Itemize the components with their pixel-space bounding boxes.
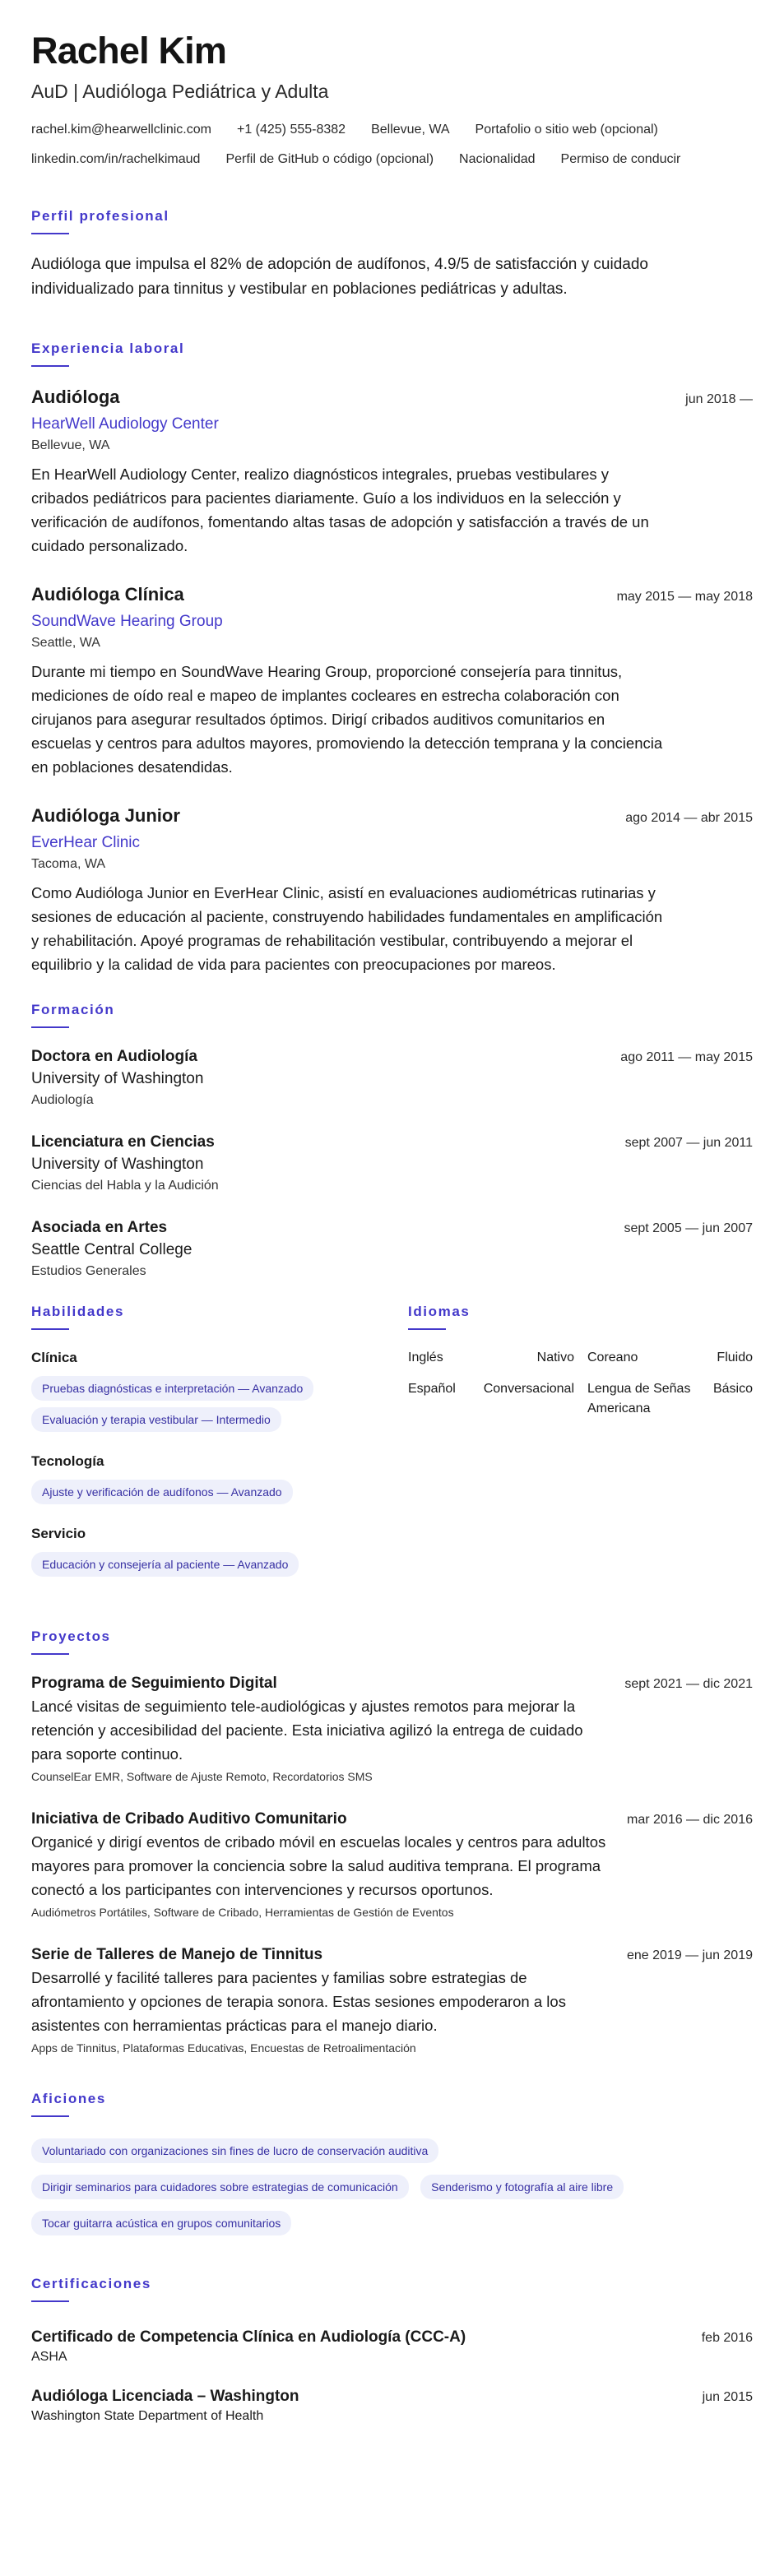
education-degree: Asociada en Artes <box>31 1219 168 1236</box>
section-divider <box>31 233 69 234</box>
skill-group <box>31 1348 408 1435</box>
job-title: Audióloga Junior <box>31 805 180 826</box>
education-degree: Licenciatura en Ciencias <box>31 1133 215 1151</box>
education-date: sept 2007 — jun 2011 <box>624 1136 753 1150</box>
education-date: ago 2011 — may 2015 <box>620 1050 753 1064</box>
project-technologies: Apps de Tinnitus, Plataformas Educativas, Encuestas de Retroalimentación <box>31 2041 416 2055</box>
section-title: Experiencia laboral <box>31 341 185 356</box>
project-description: Organicé y dirigí eventos de cribado móvil en escuelas locales y centros para adultos mayores para promover la conciencia sobre la salud auditiva temprana. El programa conectó a los participantes con intervenciones y recursos oportunos. <box>31 1833 606 1898</box>
hobby-tag: Tocar guitarra acústica en grupos comunitarios <box>31 2211 291 2235</box>
job-location: Bellevue, WA <box>31 438 110 452</box>
project-technologies: CounselEar EMR, Software de Ajuste Remoto, Recordatorios SMS <box>31 1770 373 1783</box>
job-title: Audióloga <box>31 387 120 407</box>
hobby-tag: Dirigir seminarios para cuidadores sobre estrategias de comunicación <box>31 2175 409 2199</box>
certification-date: feb 2016 <box>701 2331 753 2345</box>
section-title: Certificaciones <box>31 2276 151 2291</box>
hobby-tag: Voluntariado con organizaciones sin fines de lucro de conservación auditiva <box>31 2138 438 2163</box>
language-level: Fluido <box>717 1351 753 1364</box>
project-description: Desarrollé y facilité talleres para pacientes y familias sobre estrategias de afrontamiento y opciones de terapia sonora. Estas sesiones empoderaron a los asistentes con herramientas prácticas para el manejo diario. <box>31 1969 566 2034</box>
project-entry <box>31 1809 753 1921</box>
certification-issuer: ASHA <box>31 2350 67 2364</box>
certification-entry <box>31 2327 753 2366</box>
education-degree: Doctora en Audiología <box>31 1048 197 1065</box>
project-entry <box>31 1673 753 1786</box>
language-name: Español <box>408 1382 456 1396</box>
certification-issuer: Washington State Department of Health <box>31 2409 264 2423</box>
language-name: Lengua de Señas Americana <box>587 1382 691 1415</box>
contact-phone[interactable]: +1 (425) 555-8382 <box>236 123 346 137</box>
education-date: sept 2005 — jun 2007 <box>624 1221 753 1235</box>
skills-section <box>31 1303 408 1596</box>
section-divider <box>31 2115 69 2117</box>
job-company: EverHear Clinic <box>31 834 140 851</box>
skill-tag: Ajuste y verificación de audífonos — Avanzado <box>31 1480 293 1504</box>
language-level: Básico <box>712 1382 753 1396</box>
project-entry <box>31 1944 753 2057</box>
education-entry <box>31 1132 753 1196</box>
job-date: ago 2014 — abr 2015 <box>625 811 753 825</box>
section-title: Habilidades <box>31 1304 125 1319</box>
education-section <box>31 1001 753 1281</box>
languages-section <box>408 1303 753 1596</box>
education-entry <box>31 1046 753 1110</box>
section-divider <box>31 365 69 367</box>
project-description: Lancé visitas de seguimiento tele-audiológicas y ajustes remotos para mejorar la retención y accesibilidad del paciente. Esta iniciativa agilizó la entrega de cuidado para soporte continuo. <box>31 1698 583 1763</box>
job-entry <box>31 385 753 558</box>
language-level: Conversacional <box>483 1382 574 1396</box>
candidate-subtitle: AuD | Audióloga Pediátrica y Adulta <box>31 81 329 102</box>
project-technologies: Audiómetros Portátiles, Software de Cribado, Herramientas de Gestión de Eventos <box>31 1906 454 1919</box>
education-school: University of Washington <box>31 1070 204 1087</box>
job-company: SoundWave Hearing Group <box>31 613 223 630</box>
skill-tag: Pruebas diagnósticas e interpretación — Avanzado <box>31 1376 313 1401</box>
hobby-tag: Senderismo y fotografía al aire libre <box>420 2175 624 2199</box>
section-title: Idiomas <box>408 1304 471 1319</box>
education-school: Seattle Central College <box>31 1241 193 1258</box>
education-field: Estudios Generales <box>31 1264 146 1278</box>
profile-summary: Audióloga que impulsa el 82% de adopción de audífonos, 4.9/5 de satisfacción y cuidado individualizado para tinnitus y vestibular en poblaciones pediátricas y adultas. <box>31 256 648 298</box>
skill-category: Clínica <box>31 1350 77 1365</box>
section-title: Formación <box>31 1002 115 1017</box>
project-title: Iniciativa de Cribado Auditivo Comunitario <box>31 1810 347 1828</box>
section-divider <box>408 1328 446 1330</box>
experience-section <box>31 340 753 976</box>
job-company: HearWell Audiology Center <box>31 415 219 433</box>
job-title: Audióloga Clínica <box>31 584 184 605</box>
job-location: Seattle, WA <box>31 636 100 650</box>
language-name: Coreano <box>587 1351 638 1364</box>
skill-category: Servicio <box>31 1526 86 1541</box>
education-field: Ciencias del Habla y la Audición <box>31 1179 219 1193</box>
skills-languages-row <box>31 1303 753 1596</box>
job-entry <box>31 582 753 779</box>
section-title: Proyectos <box>31 1629 111 1644</box>
contact-driving-license: Permiso de conducir <box>560 152 681 166</box>
education-school: University of Washington <box>31 1156 204 1173</box>
job-description: Durante mi tiempo en SoundWave Hearing Group, proporcioné consejería para tinnitus, mediciones de oído real e mapeo de implantes cocleares en estrecha colaboración con cirujanos para asegurar resultados óptimos. Dirigí cribados auditivos comunitarios en escuelas y centros para adultos mayores, promoviendo la detección temprana y la conciencia en poblaciones desatendidas. <box>31 663 663 776</box>
project-title: Programa de Seguimiento Digital <box>31 1675 277 1692</box>
certification-date: jun 2015 <box>702 2390 753 2404</box>
language-level: Nativo <box>536 1351 574 1364</box>
hobbies-section <box>31 2090 753 2244</box>
section-title: Aficiones <box>31 2091 106 2106</box>
project-date: sept 2021 — dic 2021 <box>624 1677 753 1691</box>
job-location: Tacoma, WA <box>31 857 106 871</box>
section-title: Perfil profesional <box>31 208 169 224</box>
job-entry <box>31 804 753 976</box>
project-title: Serie de Talleres de Manejo de Tinnitus <box>31 1946 323 1963</box>
contact-email[interactable]: rachel.kim@hearwellclinic.com <box>31 123 211 137</box>
certification-entry <box>31 2386 753 2425</box>
hobbies-list <box>31 2135 722 2244</box>
skill-group <box>31 1452 408 1508</box>
contact-info <box>31 120 753 169</box>
section-divider <box>31 2300 69 2302</box>
education-field: Audiología <box>31 1093 94 1107</box>
project-date: mar 2016 — dic 2016 <box>627 1813 753 1827</box>
certification-name: Audióloga Licenciada – Washington <box>31 2388 299 2405</box>
skill-category: Tecnología <box>31 1453 104 1469</box>
contact-portfolio[interactable]: Portafolio o sitio web (opcional) <box>475 123 658 137</box>
profile-section <box>31 207 753 302</box>
contact-location: Bellevue, WA <box>371 123 450 137</box>
skill-group <box>31 1524 408 1580</box>
projects-section <box>31 1628 753 2057</box>
project-date: ene 2019 — jun 2019 <box>626 1948 753 1962</box>
section-divider <box>31 1328 69 1330</box>
skill-tag: Evaluación y terapia vestibular — Intermedio <box>31 1407 281 1432</box>
education-entry <box>31 1217 753 1281</box>
language-name: Inglés <box>408 1351 443 1364</box>
section-divider <box>31 1026 69 1028</box>
skill-tag: Educación y consejería al paciente — Avanzado <box>31 1552 299 1577</box>
certification-name: Certificado de Competencia Clínica en Audiología (CCC-A) <box>31 2328 466 2346</box>
job-date: may 2015 — may 2018 <box>616 590 753 604</box>
job-description: En HearWell Audiology Center, realizo diagnósticos integrales, pruebas vestibulares y cribados pediátricos para pacientes diariamente. Guío a los individuos en la selección y verificación de audífonos, fomentando altas tasas de adopción y satisfacción a través de un cuidado personalizado. <box>31 466 649 554</box>
job-date: jun 2018 — <box>685 392 753 406</box>
section-divider <box>31 1653 69 1655</box>
certifications-section <box>31 2275 753 2425</box>
contact-linkedin[interactable]: linkedin.com/in/rachelkimaud <box>31 152 201 166</box>
job-description: Como Audióloga Junior en EverHear Clinic, asistí en evaluaciones audiométricas rutinarias y sesiones de educación al paciente, construyendo habilidades fundamentales en amplificación y rehabilitación. Apoyé programas de rehabilitación vestibular, contribuyendo a mejorar el equilibrio y la calidad de vida para pacientes con preocupaciones por mareos. <box>31 884 663 973</box>
candidate-name: Rachel Kim <box>31 30 227 72</box>
contact-github[interactable]: Perfil de GitHub o código (opcional) <box>225 152 434 166</box>
languages-list <box>408 1348 753 1419</box>
contact-nationality: Nacionalidad <box>459 152 536 166</box>
